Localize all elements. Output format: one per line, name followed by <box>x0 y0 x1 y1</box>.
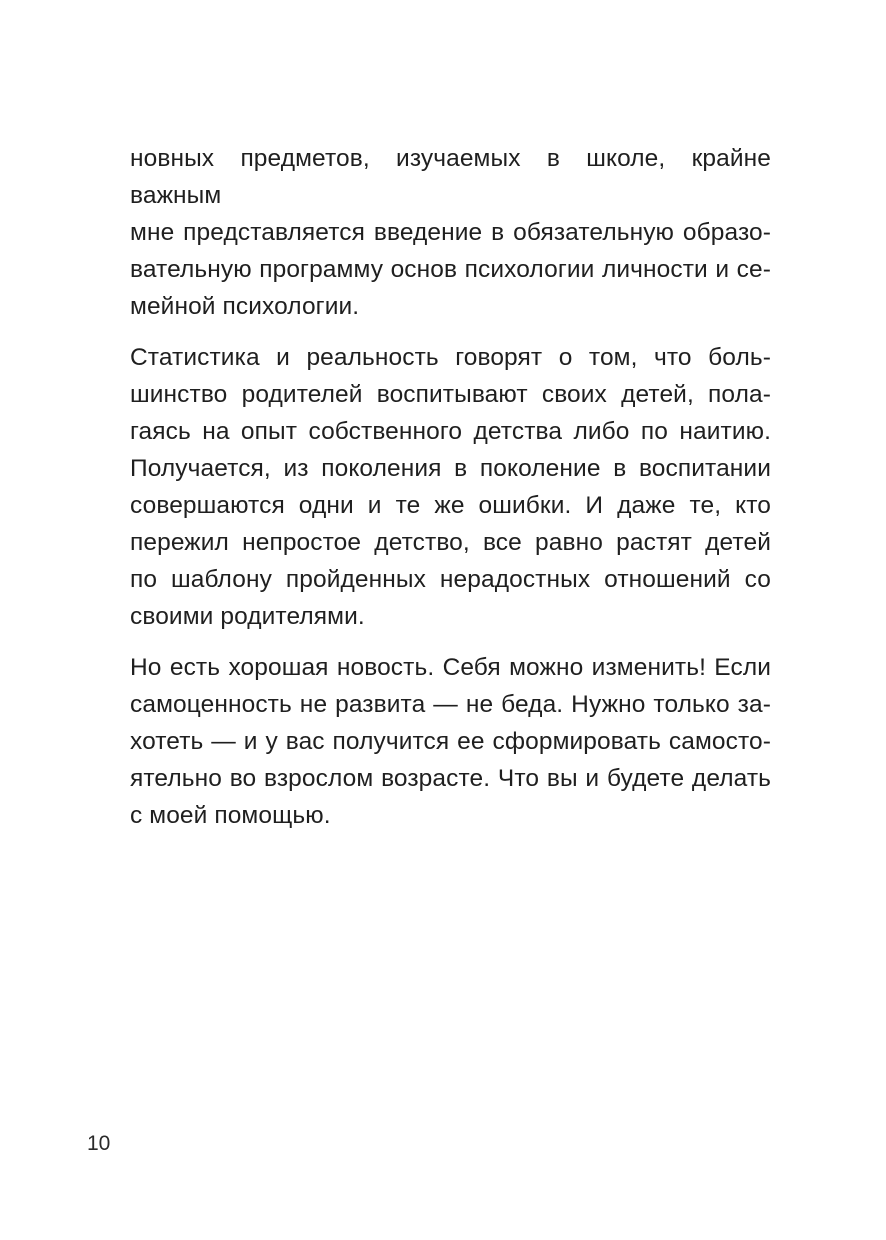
text-line: мейной психологии. <box>130 293 360 320</box>
text-line: новных предметов, изучаемых в школе, крайне важным <box>130 145 771 209</box>
text-line: гаясь на опыт собственного детства либо по наитию. <box>130 418 771 445</box>
paragraph <box>130 339 771 635</box>
text-line: Но есть хорошая новость. Себя можно изменить! Если <box>130 654 771 681</box>
text-line: вательную программу основ психологии личности и се- <box>130 256 771 283</box>
text-line: совершаются одни и те же ошибки. И даже те, кто <box>130 492 771 519</box>
page-number: 10 <box>87 1132 111 1155</box>
text-line: Статистика и реальность говорят о том, что боль- <box>130 344 771 371</box>
text-line: хотеть — и у вас получится ее сформировать самосто- <box>130 728 771 755</box>
text-line: Получается, из поколения в поколение в воспитании <box>130 455 771 482</box>
paragraph <box>130 140 771 325</box>
text-line: ятельно во взрослом возрасте. Что вы и будете делать <box>130 765 771 792</box>
text-line: мне представляется введение в обязательную образо- <box>130 219 771 246</box>
text-line: по шаблону пройденных нерадостных отношений со <box>130 566 771 593</box>
text-line: самоценность не развита — не беда. Нужно только за- <box>130 691 771 718</box>
paragraph <box>130 649 771 834</box>
text-line: своими родителями. <box>130 603 365 630</box>
text-line: пережил непростое детство, все равно растят детей <box>130 529 771 556</box>
page-text <box>130 140 771 848</box>
text-line: с моей помощью. <box>130 802 331 829</box>
text-line: шинство родителей воспитывают своих детей, пола- <box>130 381 771 408</box>
